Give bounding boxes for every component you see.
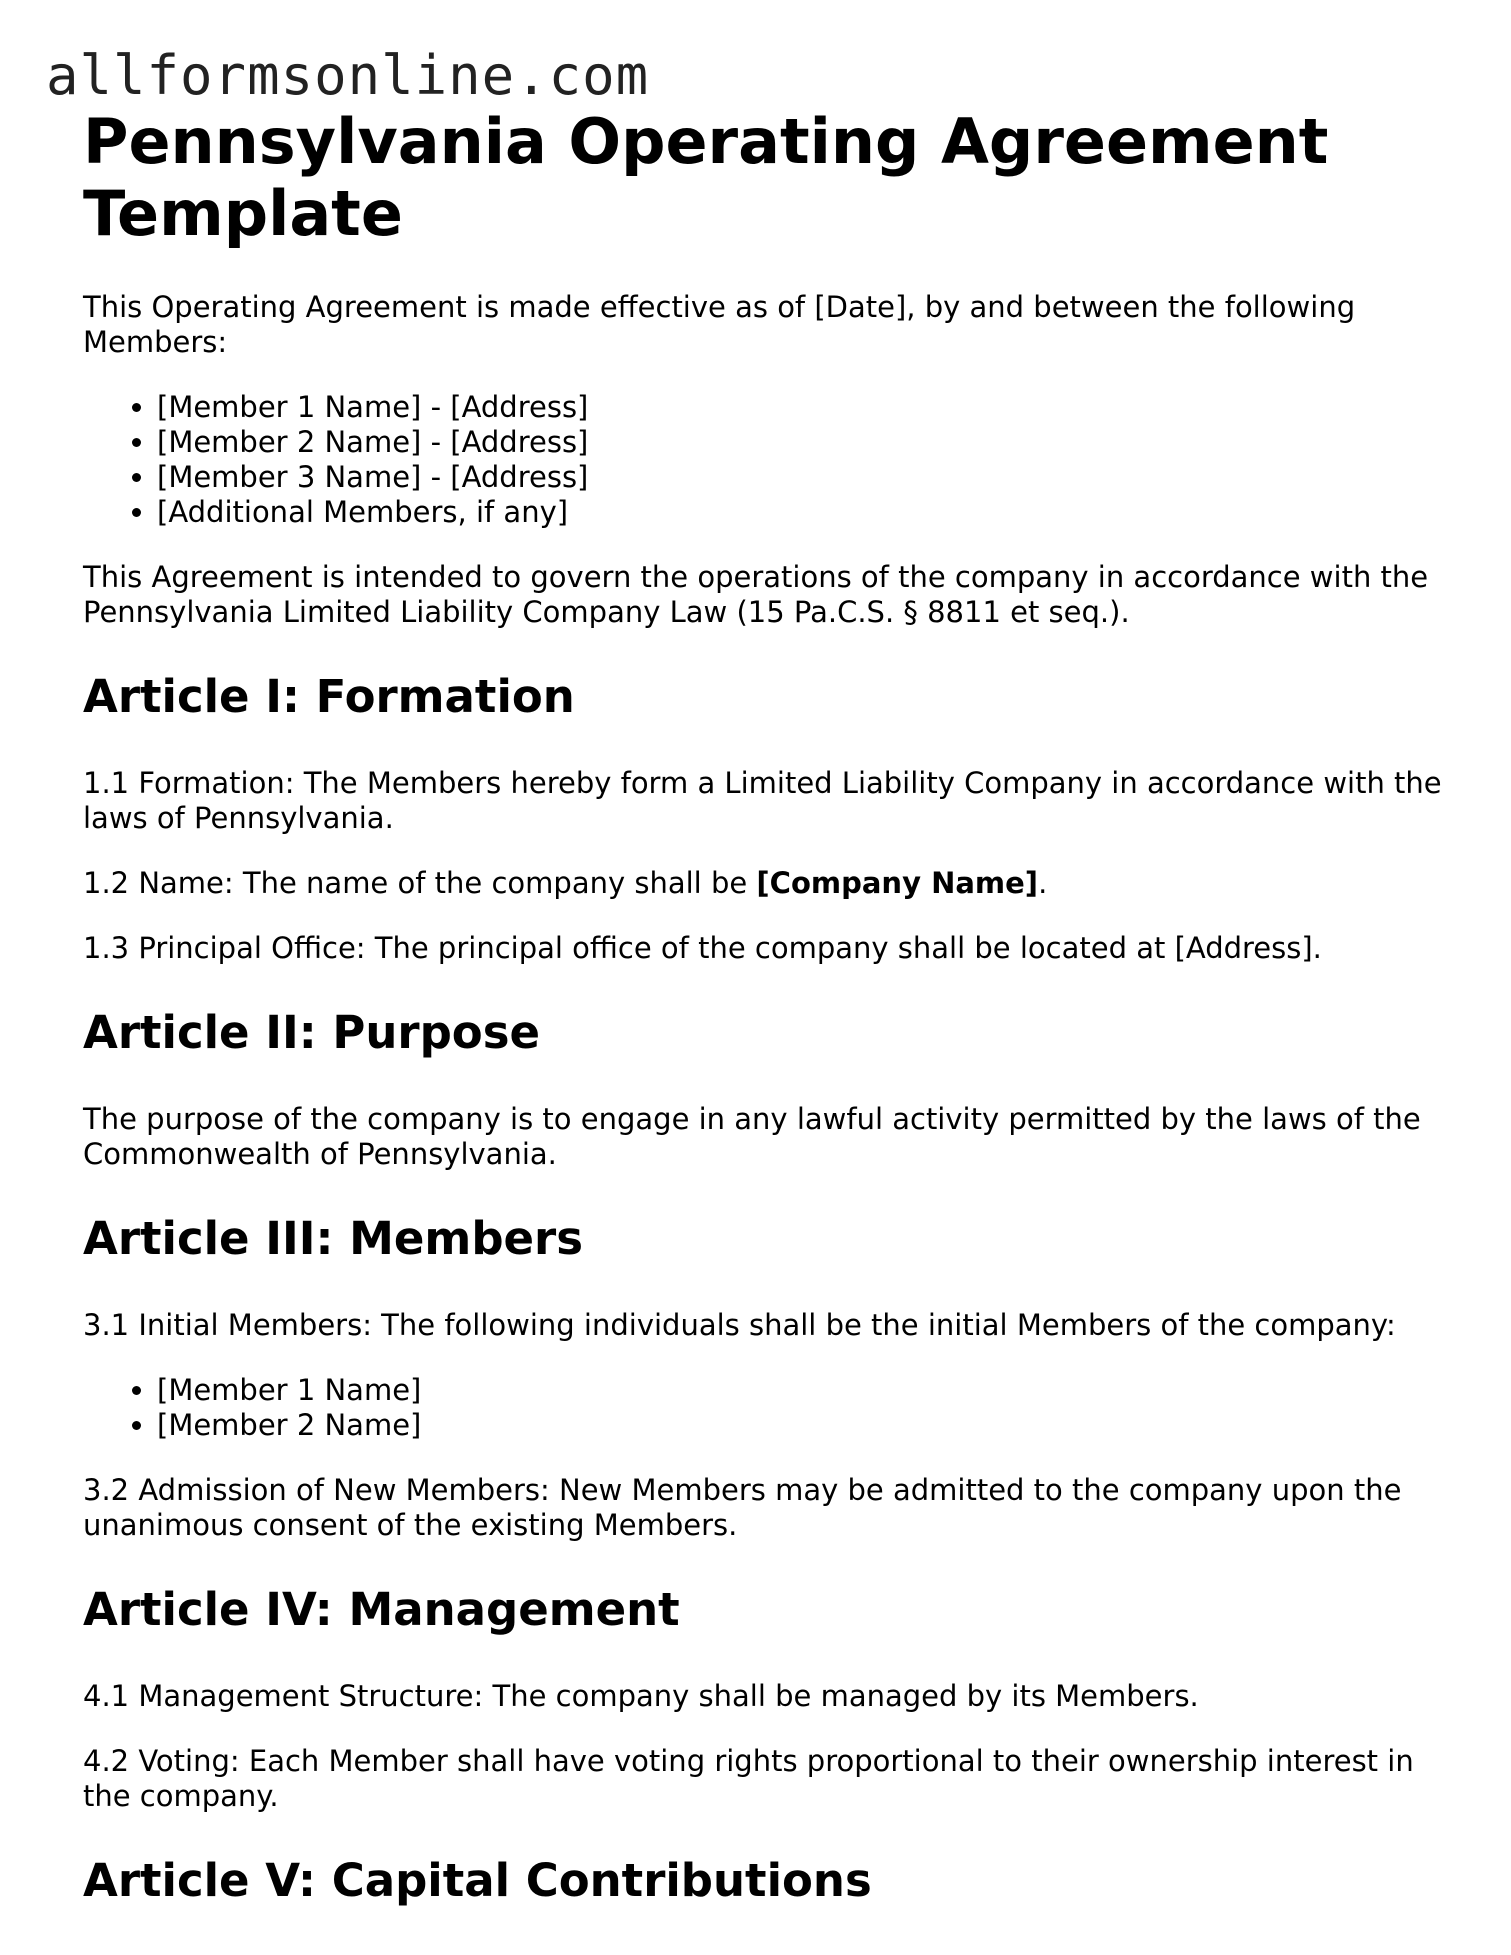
initial-members-list (83, 1373, 1443, 1443)
document-body (83, 106, 1443, 1950)
section-1-3: 1.3 Principal Office: The principal office of the company shall be located at [Address]. (83, 931, 1322, 965)
section-3-2: 3.2 Admission of New Members: New Members may be admitted to the company upon the unanimous consent of the existing Members. (83, 1473, 1402, 1542)
section-4-1: 4.1 Management Structure: The company shall be managed by its Members. (83, 1679, 1199, 1713)
list-item: • [Member 1 Name] (157, 1373, 1443, 1408)
list-item: • [Member 1 Name] - [Address] (157, 390, 1443, 425)
intro-paragraph: This Operating Agreement is made effective as of [Date], by and between the following Members: (83, 290, 1356, 359)
list-item: • [Member 3 Name] - [Address] (157, 460, 1443, 495)
article-3-heading: Article III: Members (83, 1212, 584, 1265)
company-name-placeholder: [Company Name] (756, 866, 1039, 900)
members-list (83, 390, 1443, 530)
article-4-heading: Article IV: Management (83, 1583, 680, 1636)
section-3-1: 3.1 Initial Members: The following individuals shall be the initial Members of the company: (83, 1308, 1396, 1342)
list-item: • [Member 2 Name] (157, 1408, 1443, 1443)
article-2-heading: Article II: Purpose (83, 1006, 541, 1059)
section-4-2: 4.2 Voting: Each Member shall have voting rights proportional to their ownership interest in the company. (83, 1744, 1414, 1813)
purpose-paragraph: The purpose of the company is to engage in any lawful activity permitted by the laws of the Commonwealth of Pennsylvania. (83, 1102, 1421, 1171)
governance-paragraph: This Agreement is intended to govern the operations of the company in accordance with the Pennsylvania Limited Liability Company Law (15 Pa.C.S. § 8811 et seq.). (83, 560, 1429, 629)
list-item: • [Additional Members, if any] (157, 495, 1443, 530)
article-1-heading: Article I: Formation (83, 670, 575, 723)
page-title: Pennsylvania Operating Agreement Template (83, 105, 1329, 250)
section-1-2 (83, 866, 1443, 901)
section-1-2-suffix: . (1038, 866, 1048, 900)
section-1-2-prefix: 1.2 Name: The name of the company shall be (83, 866, 757, 900)
site-watermark: allformsonline.com (46, 44, 650, 107)
section-1-1: 1.1 Formation: The Members hereby form a Limited Liability Company in accordance with the laws of Pennsylvania. (83, 766, 1442, 835)
list-item: • [Member 2 Name] - [Address] (157, 425, 1443, 460)
article-5-heading: Article V: Capital Contributions (83, 1854, 872, 1907)
